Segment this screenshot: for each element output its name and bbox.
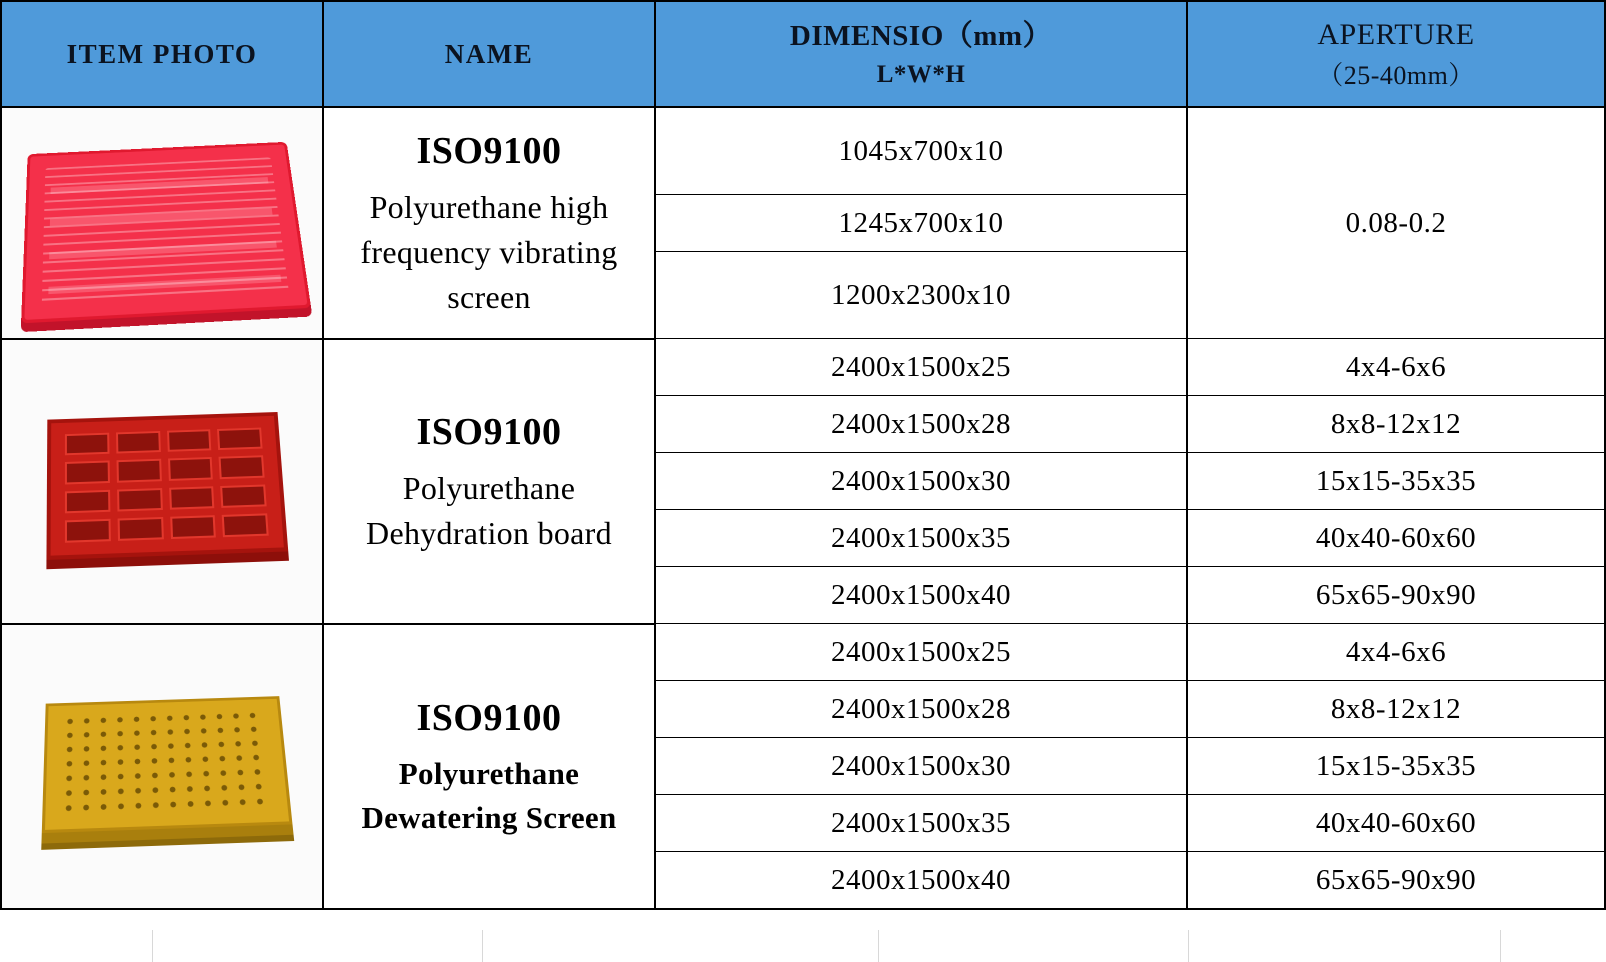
dimension-cell: 2400x1500x35 xyxy=(655,510,1187,567)
table-row xyxy=(1,624,1605,681)
aperture-cell: 40x40-60x60 xyxy=(1187,510,1605,567)
column-header-dimension-sub: L*W*H xyxy=(876,60,966,88)
red-polyurethane-dehydration-board-photo xyxy=(37,399,287,564)
product-title-2: ISO9100 xyxy=(416,410,562,453)
product-photo-cell-1 xyxy=(1,107,323,339)
red-polyurethane-high-frequency-screen-photo xyxy=(17,130,307,315)
table-row xyxy=(1,339,1605,396)
aperture-cell: 8x8-12x12 xyxy=(1187,396,1605,453)
aperture-cell: 65x65-90x90 xyxy=(1187,567,1605,624)
table-header xyxy=(1,1,1605,107)
product-name-cell-3 xyxy=(323,624,655,910)
column-header-aperture-sub: （25-40mm） xyxy=(1317,60,1475,90)
product-description-1: Polyurethane high frequency vibrating screen xyxy=(360,188,618,316)
dimension-cell: 1045x700x10 xyxy=(655,107,1187,195)
product-title-3: ISO9100 xyxy=(416,697,562,740)
aperture-cell: 8x8-12x12 xyxy=(1187,681,1605,738)
dimension-cell: 2400x1500x30 xyxy=(655,453,1187,510)
product-description-3: Polyurethane Dewatering Screen xyxy=(361,756,617,836)
aperture-cell: 4x4-6x6 xyxy=(1187,624,1605,681)
dimension-cell: 2400x1500x28 xyxy=(655,681,1187,738)
dimension-cell: 2400x1500x35 xyxy=(655,795,1187,852)
product-name-cell-2 xyxy=(323,339,655,624)
dimension-cell: 2400x1500x40 xyxy=(655,852,1187,910)
product-title-1: ISO9100 xyxy=(416,129,562,172)
dimension-cell: 1200x2300x10 xyxy=(655,252,1187,339)
table-body xyxy=(1,107,1605,909)
column-header-item-photo: ITEM PHOTO xyxy=(1,1,323,107)
product-description-2: Polyurethane Dehydration board xyxy=(366,469,612,551)
table-row xyxy=(1,107,1605,195)
aperture-cell: 4x4-6x6 xyxy=(1187,339,1605,396)
product-name-cell-1 xyxy=(323,107,655,339)
column-header-dimension-main: DIMENSIO（mm） xyxy=(789,19,1053,52)
column-header-aperture-main: APERTURE xyxy=(1317,18,1475,52)
aperture-cell: 15x15-35x35 xyxy=(1187,453,1605,510)
dimension-cell: 2400x1500x40 xyxy=(655,567,1187,624)
dimension-cell: 1245x700x10 xyxy=(655,195,1187,252)
dimension-cell: 2400x1500x30 xyxy=(655,738,1187,795)
dimension-cell: 2400x1500x25 xyxy=(655,624,1187,681)
yellow-polyurethane-dewatering-screen-photo xyxy=(32,679,292,854)
aperture-cell: 0.08-0.2 xyxy=(1187,107,1605,339)
aperture-cell: 40x40-60x60 xyxy=(1187,795,1605,852)
header-row xyxy=(1,1,1605,107)
column-header-dimension xyxy=(655,1,1187,107)
dimension-cell: 2400x1500x28 xyxy=(655,396,1187,453)
aperture-cell: 65x65-90x90 xyxy=(1187,852,1605,910)
column-header-aperture xyxy=(1187,1,1605,107)
product-photo-cell-2 xyxy=(1,339,323,624)
product-photo-cell-3 xyxy=(1,624,323,910)
aperture-cell: 15x15-35x35 xyxy=(1187,738,1605,795)
column-header-name: NAME xyxy=(323,1,655,107)
page-bottom-edge xyxy=(0,930,1606,962)
dimension-cell: 2400x1500x25 xyxy=(655,339,1187,396)
